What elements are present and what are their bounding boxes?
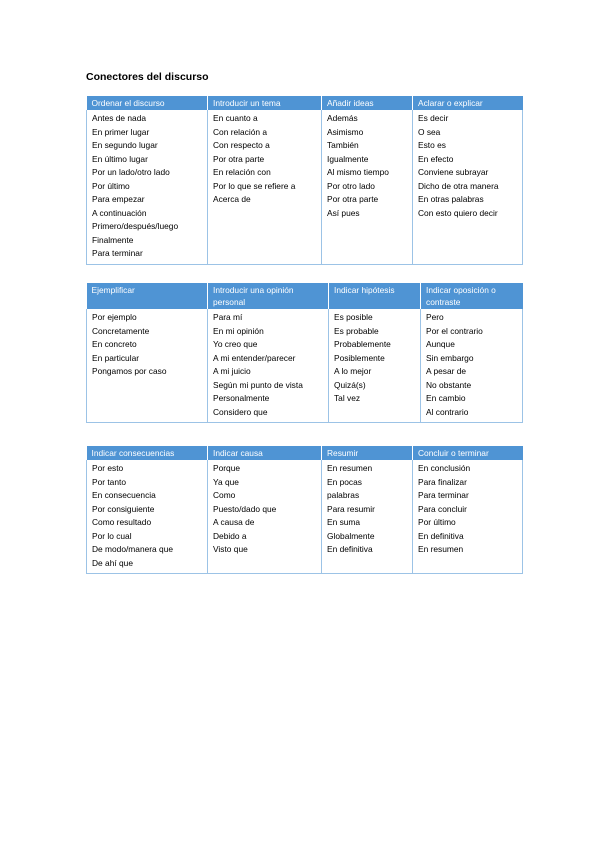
connector-item: Por último <box>92 180 130 191</box>
connector-item: Según mi punto de vista <box>213 379 303 390</box>
connector-item: Es probable <box>334 325 379 336</box>
connector-item: Por ejemplo <box>92 312 137 322</box>
connector-item: Con respecto a <box>213 140 270 150</box>
connector-item: Para finalizar <box>418 476 467 487</box>
header-consecuencias: Indicar consecuencias <box>87 446 208 460</box>
connector-item: En pocas <box>327 476 362 487</box>
connector-item: De ahí que <box>92 557 133 568</box>
header-anadir-ideas: Añadir ideas <box>322 96 413 110</box>
connectors-table-2 <box>86 283 523 423</box>
connectors-table-3 <box>86 446 523 574</box>
connector-item: En resumen <box>418 544 464 554</box>
column-causa <box>208 460 322 574</box>
connector-item: Como resultado <box>92 517 152 527</box>
connector-item: Por tanto <box>92 476 126 487</box>
connector-item: A causa de <box>213 517 255 527</box>
connector-item: palabras <box>327 490 360 500</box>
connector-item: Aunque <box>426 339 455 349</box>
connector-item: Para concluir <box>418 503 467 514</box>
column-hipotesis <box>329 309 421 423</box>
connector-item: Esto es <box>418 140 446 150</box>
connector-item: Concretamente <box>92 325 150 336</box>
connector-item: Posiblemente <box>334 352 385 363</box>
connector-item: Por otra parte <box>327 194 379 204</box>
connector-item: Conviene subrayar <box>418 167 489 177</box>
connector-item: Pongamos por caso <box>92 366 167 376</box>
connector-item: En resumen <box>327 463 373 473</box>
connector-item: Primero/después/luego <box>92 221 179 231</box>
connector-item: No obstante <box>426 379 472 390</box>
connector-item: Acerca de <box>213 194 251 204</box>
connector-item: Tal vez <box>334 393 361 403</box>
connector-item: Finalmente <box>92 234 134 245</box>
connector-item: En relación con <box>213 167 271 177</box>
column-concluir <box>413 460 523 574</box>
connector-item: Globalmente <box>327 530 375 541</box>
connector-item: Antes de nada <box>92 113 147 123</box>
connector-item: Es decir <box>418 113 449 123</box>
connector-item: Para empezar <box>92 194 145 204</box>
connector-item: Para terminar <box>92 248 143 258</box>
connector-item: Como <box>213 490 236 500</box>
header-introducir-tema: Introducir un tema <box>208 96 322 110</box>
header-oposicion: Indicar oposición o contraste <box>421 283 523 309</box>
connector-item: También <box>327 140 359 150</box>
connector-item: Por un lado/otro lado <box>92 167 170 177</box>
connector-item: Con esto quiero decir <box>418 207 498 218</box>
connector-item: Por el contrario <box>426 325 483 336</box>
connector-item: Para terminar <box>418 490 469 500</box>
connector-item: A mi juicio <box>213 366 251 376</box>
column-consecuencias <box>87 460 208 574</box>
header-opinion: Introducir una opinión personal <box>208 283 329 309</box>
column-resumir <box>322 460 413 574</box>
connector-item: Igualmente <box>327 153 369 164</box>
header-concluir: Concluir o terminar <box>413 446 523 460</box>
connector-item: A mi entender/parecer <box>213 352 296 363</box>
connector-item: Probablemente <box>334 339 391 349</box>
header-ordenar: Ordenar el discurso <box>87 96 208 110</box>
connector-item: Debido a <box>213 530 247 541</box>
connector-item: Considero que <box>213 406 268 417</box>
connector-item: A pesar de <box>426 366 467 376</box>
connector-item: Porque <box>213 463 241 473</box>
connector-item: Al mismo tiempo <box>327 167 389 177</box>
connector-item: Puesto/dado que <box>213 503 277 514</box>
connector-item: En último lugar <box>92 153 148 164</box>
header-causa: Indicar causa <box>208 446 322 460</box>
connector-item: Ya que <box>213 476 239 487</box>
connector-item: En conclusión <box>418 463 471 473</box>
connector-item: En mi opinión <box>213 325 264 336</box>
connector-item: Por esto <box>92 463 124 473</box>
column-aclarar <box>413 110 523 264</box>
connector-item: En primer lugar <box>92 126 150 137</box>
connector-item: Dicho de otra manera <box>418 180 499 191</box>
connector-item: Con relación a <box>213 126 268 137</box>
connector-item: Por otro lado <box>327 180 375 191</box>
header-ejemplificar: Ejemplificar <box>87 283 208 309</box>
connector-item: Al contrario <box>426 406 469 417</box>
connector-item: Por otra parte <box>213 153 265 164</box>
connector-item: Pero <box>426 312 444 322</box>
connector-item: En efecto <box>418 153 454 164</box>
column-anadir-ideas <box>322 110 413 264</box>
connector-item: En suma <box>327 517 361 527</box>
connector-item: Sin embargo <box>426 352 474 363</box>
connector-item: Además <box>327 113 358 123</box>
connector-item: En otras palabras <box>418 194 484 204</box>
header-aclarar: Aclarar o explicar <box>413 96 523 110</box>
connector-item: En consecuencia <box>92 490 156 500</box>
connector-item: En segundo lugar <box>92 140 158 150</box>
connector-item: A lo mejor <box>334 366 372 376</box>
column-oposicion <box>421 309 523 423</box>
connector-item: Quizá(s) <box>334 379 366 390</box>
connector-item: Personalmente <box>213 393 270 403</box>
connector-item: Por lo cual <box>92 530 132 541</box>
connectors-table-1 <box>86 96 523 265</box>
connector-item: Así pues <box>327 207 360 218</box>
connector-item: Por lo que se refiere a <box>213 180 296 191</box>
connector-item: En cambio <box>426 393 466 403</box>
page-title: Conectores del discurso <box>86 71 209 83</box>
column-ordenar <box>87 110 208 264</box>
column-ejemplificar <box>87 309 208 423</box>
connector-item: En concreto <box>92 339 137 349</box>
header-hipotesis: Indicar hipótesis <box>329 283 421 309</box>
column-opinion <box>208 309 329 423</box>
connector-item: A continuación <box>92 207 147 218</box>
connector-item: En definitiva <box>418 530 464 541</box>
connector-item: Para mí <box>213 312 243 322</box>
connector-item: Asimismo <box>327 126 364 137</box>
connector-item: Por último <box>418 517 456 527</box>
connector-item: En cuanto a <box>213 113 258 123</box>
connector-item: Yo creo que <box>213 339 258 349</box>
connector-item: En particular <box>92 352 140 363</box>
connector-item: O sea <box>418 126 441 137</box>
connector-item: Visto que <box>213 544 248 554</box>
connector-item: Para resumir <box>327 503 375 514</box>
connector-item: En definitiva <box>327 544 373 554</box>
column-introducir-tema <box>208 110 322 264</box>
connector-item: De modo/manera que <box>92 544 174 554</box>
connector-item: Es posible <box>334 312 373 322</box>
header-resumir: Resumir <box>322 446 413 460</box>
connector-item: Por consiguiente <box>92 503 155 514</box>
